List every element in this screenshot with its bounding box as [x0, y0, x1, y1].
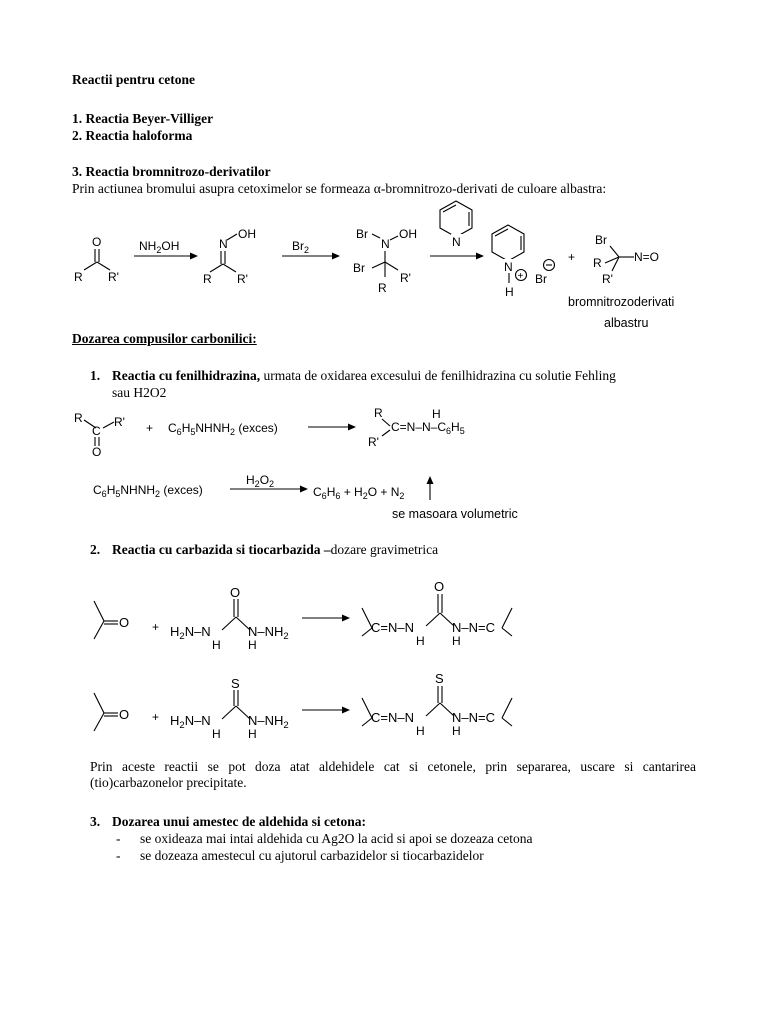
list-item-beyer-villiger: 1. Reactia Beyer-Villiger	[72, 111, 214, 126]
list-item-haloforma: 2. Reactia haloforma	[72, 128, 193, 143]
page-title: Reactii pentru cetone	[72, 72, 195, 87]
item-3-number: 3.	[90, 814, 101, 829]
thiocarbazide-reaction	[94, 671, 512, 741]
gravimetric-paragraph: Prin aceste reactii se pot doza atat aldehidele cat si cetonele, prin separarea, uscare si cantarirea (tio)carbazonelor precipitate.	[90, 759, 696, 790]
svg-text:N: N	[381, 237, 390, 251]
svg-text:Br: Br	[595, 233, 607, 247]
section-3-heading: 3. Reactia bromnitrozo-derivatilor	[72, 164, 271, 179]
svg-text:O: O	[119, 707, 130, 722]
svg-text:+: +	[152, 620, 160, 634]
svg-text:N–NH2: $N-NH_2$	[248, 624, 289, 642]
svg-text:N: N	[504, 260, 513, 274]
svg-text:O: O	[92, 235, 102, 249]
svg-text:H: H	[248, 727, 257, 741]
oxidation-products: $C_6H_6 + H_2O + N_2$	[313, 485, 405, 501]
svg-text:H: H	[452, 724, 461, 738]
item-1-number: 1.	[90, 368, 101, 383]
svg-text:+: +	[152, 710, 160, 724]
item-1-text-2: sau H2O2	[112, 385, 167, 400]
svg-text:R': R'	[108, 270, 119, 284]
svg-text:O: O	[434, 579, 445, 594]
svg-text:OH: OH	[399, 227, 417, 241]
svg-text:S: S	[231, 676, 240, 691]
bullet-dash-1: -	[116, 831, 121, 846]
carbazide-reaction	[94, 579, 512, 652]
reagent-nh2oh: $NH_2OH$	[139, 239, 180, 255]
svg-text:N–NH2: $N-NH_2$	[248, 713, 289, 731]
svg-text:R': R'	[368, 435, 379, 449]
bullet-dash-2: -	[116, 848, 121, 863]
svg-text:+: +	[568, 250, 576, 264]
svg-text:R': R'	[114, 415, 125, 429]
svg-text:H: H	[505, 285, 514, 299]
svg-text:O: O	[92, 445, 102, 459]
bullet-2: se dozeaza amestecul cu ajutorul carbazidelor si tiocarbazidelor	[140, 848, 484, 863]
item-1-rest: urmata de oxidarea excesului de fenilhidrazina cu solutie Fehling	[260, 368, 616, 383]
product-label-1: bromnitrozoderivati	[568, 295, 675, 309]
item-2-number: 2.	[90, 542, 101, 557]
svg-text:R': R'	[400, 271, 411, 285]
svg-text:H: H	[212, 727, 221, 741]
svg-text:H2N–N: $H_2N-N$	[170, 713, 211, 731]
svg-text:S: S	[435, 671, 444, 686]
svg-text:H: H	[452, 634, 461, 648]
svg-text:R: R	[74, 411, 83, 425]
svg-text:C=N–N: C=N–N	[371, 620, 414, 635]
volumetric-note: se masoara volumetric	[392, 507, 518, 521]
svg-text:R: R	[593, 256, 602, 270]
svg-text:R: R	[378, 281, 387, 295]
svg-text:N–N=C: N–N=C	[452, 620, 495, 635]
svg-text:Br: Br	[356, 227, 368, 241]
item-1-bold: Reactia cu fenilhidrazina,	[112, 368, 261, 383]
svg-text:C: C	[92, 424, 101, 438]
svg-text:H: H	[212, 638, 221, 652]
svg-text:N–N=C: N–N=C	[452, 710, 495, 725]
svg-text:R: R	[74, 270, 83, 284]
svg-text:R': R'	[602, 272, 613, 286]
item-2-rest: dozare gravimetrica	[330, 542, 439, 557]
svg-text:O: O	[230, 585, 241, 600]
svg-text:H: H	[248, 638, 257, 652]
svg-text:N: N	[452, 235, 461, 249]
svg-text:H2N–N: $H_2N-N$	[170, 624, 211, 642]
svg-text:+: +	[517, 271, 524, 282]
svg-text:R': R'	[237, 272, 248, 286]
svg-text:+: +	[146, 421, 154, 435]
oxidant-h2o2: $H_2O_2$	[246, 473, 275, 489]
svg-text:H: H	[432, 407, 441, 421]
svg-text:H: H	[416, 724, 425, 738]
svg-text:C=N–N–C6H5: $C=N-N-C_6H_5$	[391, 420, 465, 436]
reagent-br2: $Br_2$	[292, 239, 310, 255]
svg-text:O: O	[119, 615, 130, 630]
dosage-heading: Dozarea compusilor carbonilici:	[72, 331, 257, 346]
svg-text:C6H5NHNH2 (exces): $C_6H_5NHNH_2$ (exces)	[93, 483, 203, 499]
svg-text:Br: Br	[535, 272, 547, 286]
bullet-1: se oxideaza mai intai aldehida cu Ag2O la acid si apoi se dozeaza cetona	[140, 831, 533, 846]
item-3-heading: Dozarea unui amestec de aldehida si cetona:	[112, 814, 366, 829]
svg-text:C=N–N: C=N–N	[371, 710, 414, 725]
section-3-intro: Prin actiunea bromului asupra cetoximelor se formeaza α-bromnitrozo-derivati de culoare albastra:	[72, 181, 607, 196]
svg-text:R: R	[374, 406, 383, 420]
item-2-bold: Reactia cu carbazida si tiocarbazida –	[112, 542, 331, 557]
svg-text:H: H	[416, 634, 425, 648]
reagent-phenylhydrazine: $C_6H_5NHNH_2$ (exces)	[168, 421, 278, 437]
svg-text:Br: Br	[353, 261, 365, 275]
svg-text:OH: OH	[238, 227, 256, 241]
product-label-2: albastru	[604, 316, 649, 330]
svg-text:N=O: N=O	[634, 250, 660, 264]
svg-text:N: N	[219, 237, 228, 251]
svg-text:R: R	[203, 272, 212, 286]
